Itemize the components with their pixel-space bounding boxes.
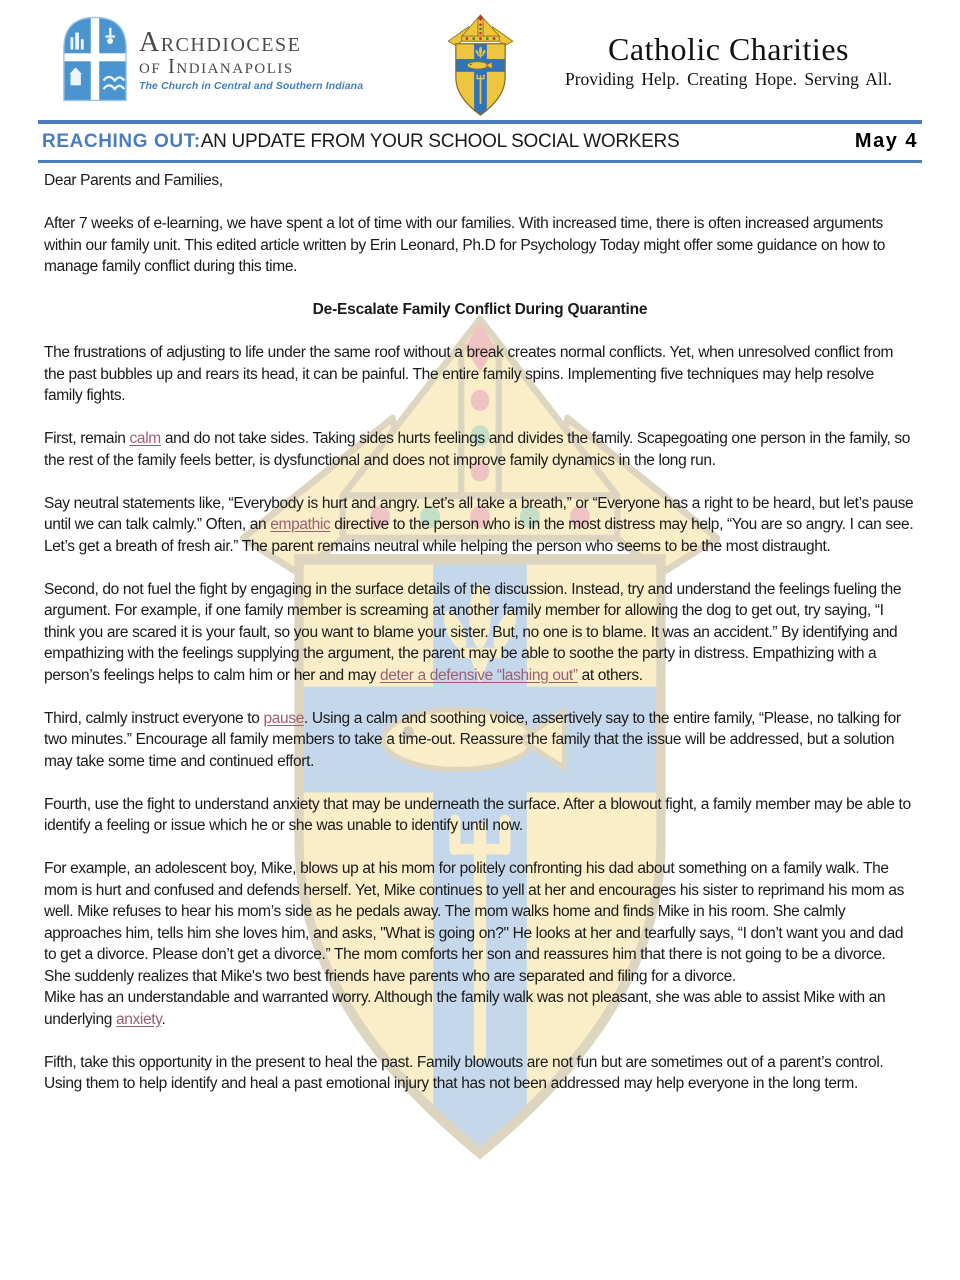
archdiocese-name-line2: of Indianapolis — [139, 54, 294, 78]
archdiocese-name-line1: Archdiocese — [139, 27, 302, 58]
text-run: For example, an adolescent boy, Mike, blows up at his mom for politely confronting his dad about something on a family walk. The mom is hurt and confused and defends herself. Yet, Mike continues to yell at her and encourages his sister to reprimand his mom as well. Mike refuses to hear his mom’s side as he pedals away. The mom walks home and finds Mike in his room. She calmly approaches him, tells him she loves him, and asks, "What is going on?" He looks at her and tearfully says, “I don’t want you and dad to get a divorce. Please don’t get a divorce.” The mom comforts her son and reassures him that there is not going to be a divorce. She suddenly realizes that Mike's two best friends have parents who are separated and filing for a divorce. — [44, 860, 905, 985]
masthead — [0, 0, 960, 114]
text-run: Fifth, take this opportunity in the present to heal the past. Family blowouts are not fun but are sometimes out of a parent’s control. Using them to help identify and heal a past emotional injury that has not been addressed may help everyone in the long term. — [44, 1053, 884, 1092]
p-third — [44, 708, 916, 773]
inline-link[interactable]: pause — [263, 709, 304, 727]
text-run: . — [161, 1010, 166, 1028]
article-title — [44, 299, 916, 321]
p-say-neutral — [44, 493, 916, 558]
p-first — [44, 428, 916, 471]
archdiocese-tagline: The Church in Central and Southern Indiana — [139, 80, 364, 92]
p-fifth — [44, 1052, 916, 1095]
p-fourth — [44, 794, 916, 837]
inline-link[interactable]: deter a defensive “lashing out” — [379, 666, 578, 684]
text-run: Second, do not fuel the fight by engaging in the surface details of the discussion. Instead, try and understand the feelings fueling the argument. For example, if one family member is screaming at another family member for allowing the dog to get out, try saying, “I think you are scared it is your fault, so you want to blame your sister. But, no one is to blame. It was an accident.” By identifying and empathizing with the feelings supplying the argument, the parent may be able to soothe the party in distress. Empathizing with a person’s feelings helps to calm him or her and may — [44, 580, 902, 684]
text-run: Say neutral statements like, “Everybody is hurt and angry. Let’s all take a breath,” or “Everyone has a right to be heard, but let’s pause until we can talk calmly.” Often, an — [44, 494, 914, 533]
catholic-charities-tagline: Providing Help. Creating Hope. Serving All. — [564, 69, 893, 89]
text-run: The frustrations of adjusting to life under the same roof without a break creates normal conflicts. Yet, when unresolved conflict from the past bubbles up and rears its head, it can be painful. The entire family spins. Implementing five techniques may help resolve family fights. — [44, 344, 894, 404]
text-run: Fourth, use the fight to understand anxiety that may be underneath the surface. After a blowout fight, a family member may be able to identify a feeling or issue which he or she was unable to identify until now. — [44, 795, 911, 834]
p-intro — [44, 213, 916, 278]
text-run: at others. — [577, 666, 643, 684]
catholic-charities-wordmark — [533, 14, 924, 90]
text-run: directive to the person who is in the most distress may help, “You are so angry. I can see. Let’s get a breath of fresh air.” The parent remains neutral while helping the person who seems to be the most distraught. — [44, 516, 914, 555]
banner-title-highlight: REACHING OUT: — [42, 131, 201, 152]
text-run: De-Escalate Family Conflict During Quarantine — [312, 301, 648, 318]
inline-link[interactable]: calm — [129, 430, 161, 447]
p-second — [44, 579, 916, 687]
text-run: and do not take sides. Taking sides hurts feelings and divides the family. Scapegoating one person in the family, so the rest of the family feels better, is dysfunctional and does not improve family dynamics in the long run. — [44, 430, 911, 469]
letter-body — [0, 163, 960, 1095]
p-mike-example — [44, 858, 916, 1030]
coat-of-arms-icon — [438, 14, 523, 121]
archdiocese-wordmark — [139, 27, 364, 102]
p-frustrations — [44, 342, 916, 407]
text-run: . Using a calm and soothing voice, assertively say to the entire family, “Please, no talking for two minutes.” Encourage all family members to take a time-out. Reassure the family that the issue will be addressed, but a solution may take some time and continued effort. — [44, 709, 901, 770]
banner — [38, 120, 922, 163]
catholic-charities-title: Catholic Charities — [608, 31, 849, 67]
text-run: Mike has an understandable and warranted worry. Although the family walk was not pleasant, she was able to assist Mike with an underlying — [44, 989, 886, 1028]
text-run: Third, calmly instruct everyone to — [44, 709, 264, 727]
text-run: First, remain — [44, 430, 130, 447]
banner-title-rest: AN UPDATE FROM YOUR SCHOOL SOCIAL WORKERS — [200, 131, 680, 152]
inline-link[interactable]: empathic — [270, 516, 331, 533]
archdiocese-logo — [62, 14, 404, 102]
inline-link[interactable]: anxiety — [115, 1010, 162, 1028]
text-run: After 7 weeks of e-learning, we have spent a lot of time with our families. With increased time, there is often increased arguments within our family unit. This edited article written by Erin Leonard, Ph.D for Psychology Today might offer some guidance on how to manage family conflict during this time. — [44, 215, 886, 275]
text-run: Dear Parents and Families, — [44, 172, 223, 189]
banner-date: May 4 — [854, 130, 918, 152]
arch-window-icon — [62, 14, 128, 102]
banner-row — [38, 124, 922, 160]
p-salutation — [44, 170, 916, 192]
